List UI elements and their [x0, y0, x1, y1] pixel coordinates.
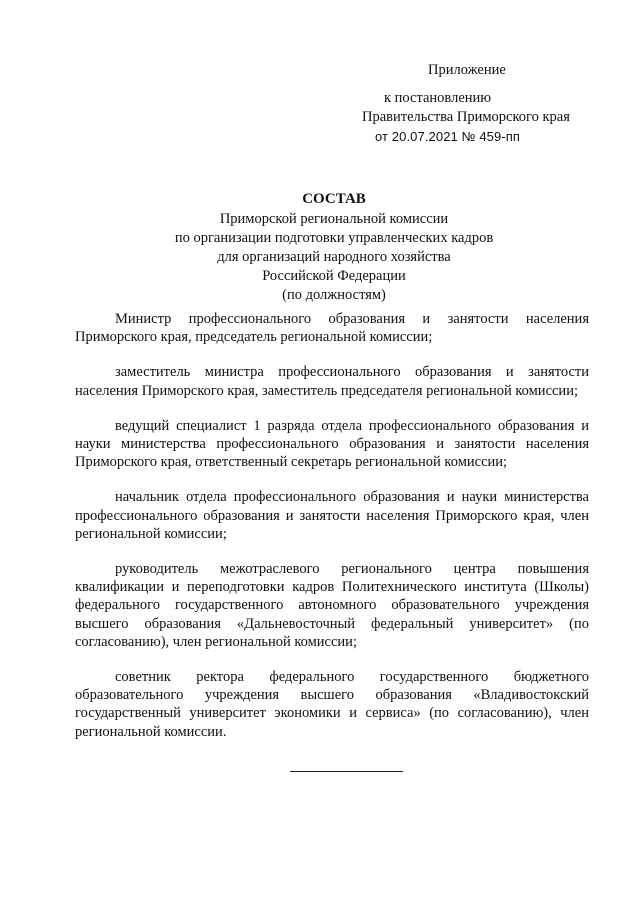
closing-separator-line: [290, 771, 403, 772]
member-entry: заместитель министра профессионального образования и занятости населения Приморского края, заместитель председателя региональной комиссии;: [75, 364, 589, 399]
members-list: [75, 310, 589, 758]
heading-line: для организаций народного хозяйства: [217, 249, 451, 265]
heading-line: Приморской региональной комиссии: [219, 211, 449, 227]
heading-line: по организации подготовки управленческих кадров: [174, 230, 494, 246]
heading-line: (по должностям): [282, 287, 386, 303]
member-entry: Министр профессионального образования и занятости населения Приморского края, председатель региональной комиссии;: [75, 311, 589, 346]
document-title: СОСТАВ: [302, 191, 366, 207]
member-entry: руководитель межотраслевого регионального центра повышения квалификации и переподготовки кадров Политехнического института (Школы) федерального государственного автономного образовательного учреждения высшего образования «Дальневосточный федеральный университет» (по согласованию), член региональной комиссии;: [75, 561, 589, 650]
document-heading: [100, 190, 568, 305]
heading-line: Российской Федерации: [262, 268, 406, 284]
annex-decree-ref: к постановлению: [384, 90, 492, 106]
member-entry: советник ректора федерального государственного бюджетного образовательного учреждения высшего образования «Владивостокский государственный университет экономики и сервиса» (по согласованию), член региональной комиссии.: [75, 669, 589, 740]
member-entry: ведущий специалист 1 разряда отдела профессионального образования и науки министерства профессионального образования и занятости населения Приморского края, ответственный секретарь региональной комиссии;: [75, 417, 589, 471]
annex-label: Приложение: [428, 62, 506, 78]
annex-authority: Правительства Приморского края: [362, 109, 570, 125]
annex-block: [362, 61, 582, 146]
annex-date-number: от 20.07.2021 № 459-пп: [375, 129, 521, 144]
member-entry: начальник отдела профессионального образования и науки министерства профессионального образования и занятости населения Приморского края, член региональной комиссии;: [75, 489, 589, 542]
